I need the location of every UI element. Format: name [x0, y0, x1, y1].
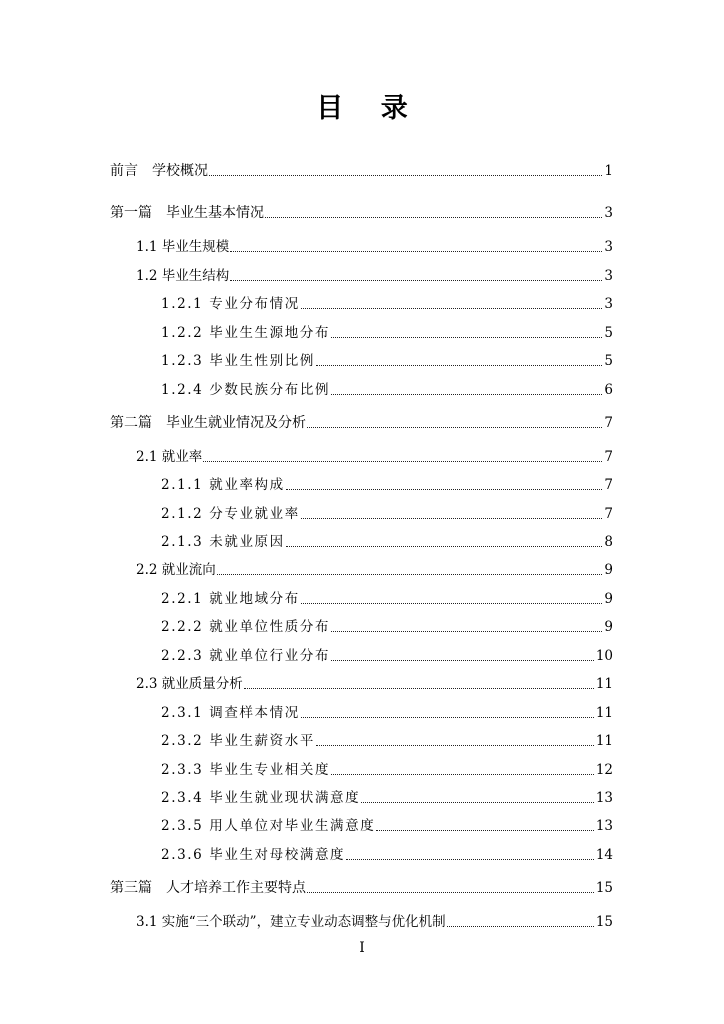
- dot-leader: [316, 745, 594, 746]
- toc-entry-label: 第三篇 人才培养工作主要特点: [110, 880, 306, 896]
- toc-entry[interactable]: [161, 704, 613, 722]
- dot-leader: [376, 830, 593, 831]
- dot-leader: [316, 365, 602, 366]
- toc-entry[interactable]: [161, 352, 613, 370]
- dot-leader: [217, 574, 603, 575]
- toc-entry-page: 9: [604, 591, 613, 607]
- toc-entry-page: 6: [604, 382, 613, 398]
- toc-entry[interactable]: [161, 533, 613, 551]
- toc-entry-label: 2.3.1 调查样本情况: [161, 705, 300, 721]
- toc-entry-page: 5: [604, 353, 613, 369]
- toc-entry-page: 9: [604, 619, 613, 635]
- toc-entry-page: 7: [604, 506, 613, 522]
- toc-entry-page: 3: [604, 205, 613, 221]
- toc-entry-label: 第二篇 毕业生就业情况及分析: [110, 415, 306, 431]
- toc-entry[interactable]: [161, 732, 613, 750]
- dot-leader: [331, 394, 602, 395]
- dot-leader: [331, 774, 594, 775]
- toc-entry[interactable]: [161, 647, 613, 665]
- toc-entry-page: 7: [604, 449, 613, 465]
- toc-entry-page: 14: [595, 847, 613, 863]
- toc-entry[interactable]: [161, 789, 613, 807]
- toc-entry-page: 11: [595, 705, 613, 721]
- dot-leader: [230, 251, 602, 252]
- dot-leader: [244, 688, 594, 689]
- toc-entry-page: 15: [595, 880, 613, 896]
- toc-entry[interactable]: [161, 381, 613, 399]
- toc-entry[interactable]: [136, 913, 613, 931]
- toc-entry-label: 1.1 毕业生规模: [136, 239, 230, 255]
- toc-entry-page: 8: [604, 534, 613, 550]
- toc-entry-label: 2.3.4 毕业生就业现状满意度: [161, 790, 361, 806]
- toc-entry-page: 5: [604, 325, 613, 341]
- toc-entry-label: 第一篇 毕业生基本情况: [110, 205, 264, 221]
- dot-leader: [230, 280, 602, 281]
- toc-entry-page: 13: [595, 818, 613, 834]
- toc-entry-label: 2.2.3 就业单位行业分布: [161, 648, 331, 664]
- toc-entry-page: 11: [595, 733, 613, 749]
- toc-entry-page: 7: [604, 415, 613, 431]
- dot-leader: [301, 603, 603, 604]
- toc-entry[interactable]: [161, 505, 613, 523]
- toc-entry[interactable]: [161, 846, 613, 864]
- page-title: 目 录: [316, 93, 422, 124]
- toc-entry[interactable]: [136, 675, 613, 693]
- toc-entry-page: 15: [595, 914, 613, 930]
- toc-entry-label: 1.2.2 毕业生生源地分布: [161, 325, 331, 341]
- dot-leader: [346, 859, 594, 860]
- toc-entry-label: 1.2 毕业生结构: [136, 268, 230, 284]
- dot-leader: [307, 427, 602, 428]
- dot-leader: [331, 337, 602, 338]
- toc-entry-label: 2.1.3 未就业原因: [161, 534, 285, 550]
- toc-entry[interactable]: [161, 761, 613, 779]
- dot-leader: [307, 892, 594, 893]
- toc-entry-page: 3: [604, 239, 613, 255]
- dot-leader: [286, 489, 603, 490]
- toc-entry-label: 3.1 实施“三个联动”，建立专业动态调整与优化机制: [136, 914, 446, 930]
- toc-entry-page: 9: [604, 562, 613, 578]
- toc-entry[interactable]: [161, 618, 613, 636]
- toc-entry-page: 1: [604, 163, 613, 179]
- toc-entry-label: 2.3.3 毕业生专业相关度: [161, 762, 331, 778]
- toc-entry[interactable]: [136, 561, 613, 579]
- dot-leader: [331, 631, 602, 632]
- toc-entry-label: 2.3 就业质量分析: [136, 676, 243, 692]
- toc-entry-label: 2.2 就业流向: [136, 562, 216, 578]
- toc-entry-label: 2.3.6 毕业生对母校满意度: [161, 847, 346, 863]
- toc-entry[interactable]: [161, 324, 613, 342]
- dot-leader: [301, 308, 603, 309]
- dot-leader: [209, 175, 602, 176]
- dot-leader: [301, 717, 594, 718]
- toc-entry-page: 7: [604, 477, 613, 493]
- toc-entry-label: 1.2.3 毕业生性别比例: [161, 353, 315, 369]
- toc-entry-page: 3: [604, 268, 613, 284]
- dot-leader: [265, 217, 602, 218]
- toc-entry-label: 2.1.2 分专业就业率: [161, 506, 300, 522]
- toc-entry-label: 1.2.4 少数民族分布比例: [161, 382, 331, 398]
- dot-leader: [203, 461, 602, 462]
- dot-leader: [361, 802, 594, 803]
- dot-leader: [301, 518, 603, 519]
- toc-entry[interactable]: [110, 879, 613, 897]
- toc-entry[interactable]: [136, 238, 613, 256]
- toc-entry-page: 13: [595, 790, 613, 806]
- toc-entry-label: 2.2.1 就业地域分布: [161, 591, 300, 607]
- toc-entry[interactable]: [110, 204, 613, 222]
- toc-entry-label: 2.3.2 毕业生薪资水平: [161, 733, 315, 749]
- toc-entry[interactable]: [161, 590, 613, 608]
- toc-entry-label: 2.1 就业率: [136, 449, 203, 465]
- toc-entry-page: 12: [595, 762, 613, 778]
- toc-entry-label: 1.2.1 专业分布情况: [161, 296, 300, 312]
- toc-entry-label: 2.3.5 用人单位对毕业生满意度: [161, 818, 376, 834]
- dot-leader: [447, 926, 594, 927]
- toc-entry[interactable]: [161, 476, 613, 494]
- toc-entry-label: 前言 学校概况: [110, 163, 208, 179]
- toc-entry-label: 2.1.1 就业率构成: [161, 477, 285, 493]
- dot-leader: [286, 546, 603, 547]
- toc-entry[interactable]: [110, 414, 613, 432]
- toc-entry[interactable]: [136, 448, 613, 466]
- toc-entry[interactable]: [161, 817, 613, 835]
- toc-entry-page: 10: [595, 648, 613, 664]
- toc-entry[interactable]: [110, 162, 613, 180]
- toc-entry-page: 11: [595, 676, 613, 692]
- toc-entry-page: 3: [604, 296, 613, 312]
- toc-entry[interactable]: [136, 267, 613, 285]
- dot-leader: [331, 660, 594, 661]
- toc-entry-label: 2.2.2 就业单位性质分布: [161, 619, 331, 635]
- toc-entry[interactable]: [161, 295, 613, 313]
- page-number-footer: I: [359, 940, 365, 956]
